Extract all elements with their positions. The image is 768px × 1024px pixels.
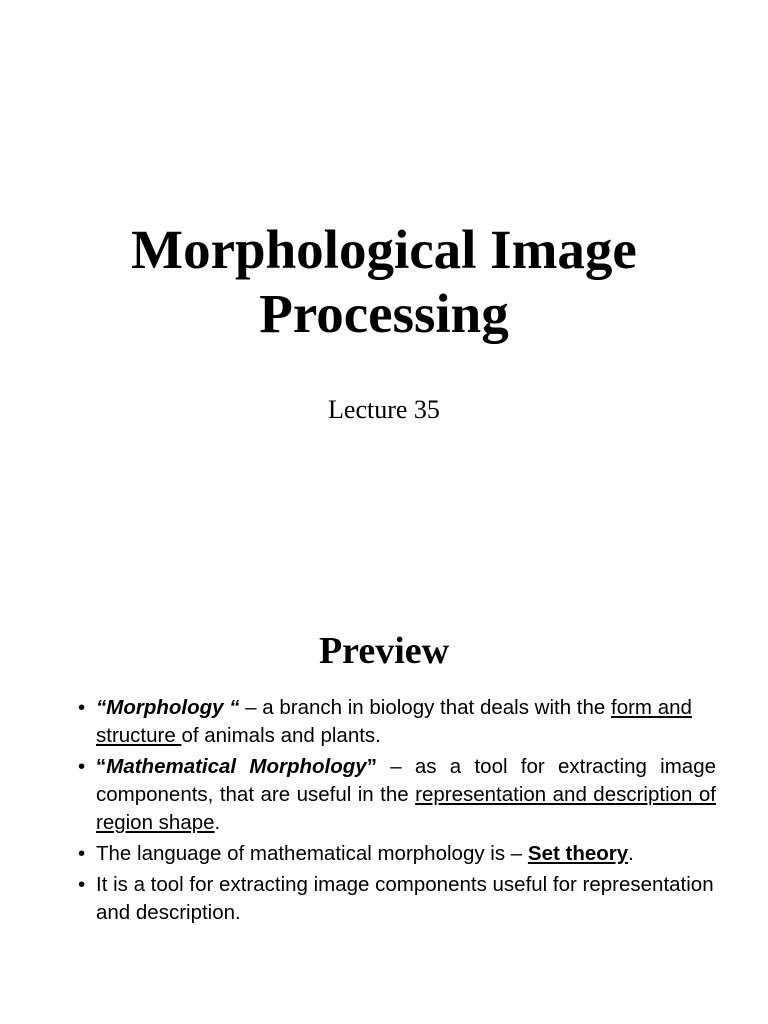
close-quote: ” (366, 755, 377, 778)
preview-heading: Preview (318, 630, 450, 672)
bullet-set-theory (74, 840, 716, 868)
bullet-dot: • (78, 842, 86, 865)
bullet-dot: • (78, 696, 86, 719)
bullet-text: – a branch in biology that deals with the (239, 696, 611, 719)
underlined-phrase: representation and description of region shape (96, 783, 716, 834)
preview-bullet-list (74, 694, 716, 930)
term-mathematical-morphology: Mathematical Morphology (106, 755, 367, 778)
bullet-text: It is a tool for extracting image components useful for representation and description. (96, 873, 714, 924)
lecture-subtitle: Lecture 35 (328, 395, 440, 424)
slide-title-line-2: Processing (259, 283, 509, 344)
term-morphology: “Morphology “ (96, 696, 240, 719)
bullet-dot: • (78, 755, 86, 778)
bullet-tool (74, 871, 716, 927)
bullet-dot: • (78, 873, 86, 896)
set-theory-emphasis: Set theory (527, 842, 629, 865)
bullet-morphology (74, 694, 716, 750)
bullet-text: – as a tool for extracting image components, that are useful in the (96, 755, 716, 806)
bullet-text: The language of mathematical morphology is – (96, 842, 528, 865)
bullet-mathematical-morphology (74, 753, 716, 837)
slide-title-line-1: Morphological Image (131, 219, 637, 280)
underlined-phrase: form and structure (96, 696, 692, 747)
open-quote: “ (96, 755, 107, 778)
bullet-text: . (628, 842, 634, 865)
bullet-text: of animals and plants. (181, 724, 381, 747)
slide-title (0, 218, 768, 346)
bullet-text: . (214, 811, 221, 834)
